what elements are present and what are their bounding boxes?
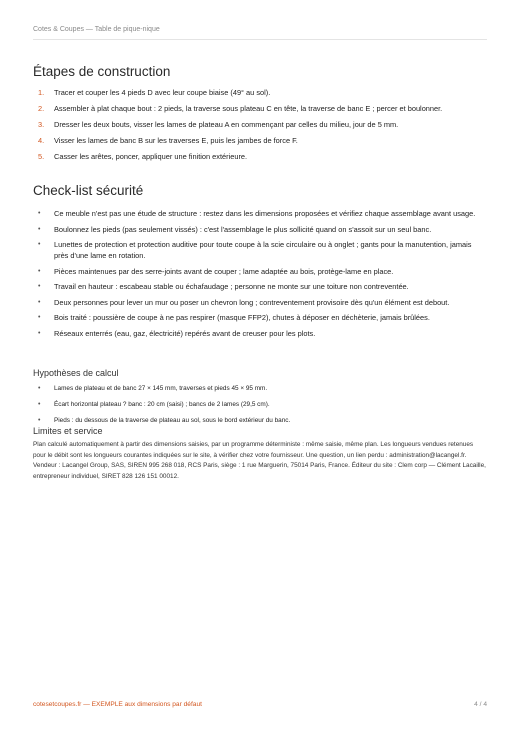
- safety-title: Check-list sécurité: [33, 183, 144, 198]
- calc-title: Hypothèses de calcul: [33, 368, 119, 378]
- footer-site-text: cotesetcoupes.fr — EXEMPLE aux dimensions par défaut: [33, 701, 202, 708]
- limits-title: Limites et service: [33, 426, 103, 436]
- safety-text: Ce meuble n'est pas une étude de structure : restez dans les dimensions proposées et vérifiez chaque assemblage avant usage.: [54, 209, 476, 218]
- safety-text: Réseaux enterrés (eau, gaz, électricité) repérés avant de creuser pour les plots.: [54, 328, 316, 338]
- calc-text: Pieds : du dessous de la traverse de plateau au sol, sous le bord extérieur du banc.: [54, 417, 291, 424]
- calc-text: Écart horizontal plateau ? banc : 20 cm (saisi) ; bancs de 2 lames (29,5 cm).: [54, 401, 270, 408]
- step-item: [33, 87, 487, 98]
- page-number: 4 / 4: [474, 701, 487, 708]
- step-text: Assembler à plat chaque bout : 2 pieds, la traverse sous plateau C en tête, la traverse de banc E ; percer et boulonner.: [54, 104, 443, 113]
- safety-item: [33, 266, 487, 277]
- bullet-icon: •: [38, 267, 41, 275]
- safety-item: [33, 297, 487, 308]
- bullet-icon: •: [38, 225, 41, 233]
- page-header: Cotes & Coupes — Table de pique-nique: [33, 26, 487, 40]
- safety-text: Bois traité : poussière de coupe à ne pas respirer (masque FFP2), chutes à déposer en déchèterie, jamais brûlées.: [54, 313, 430, 322]
- calc-text: Lames de plateau et de banc 27 × 145 mm, traverses et pieds 45 × 95 mm.: [54, 385, 268, 392]
- page-footer: [33, 701, 487, 708]
- calc-item: [33, 416, 487, 425]
- step-item: [33, 119, 487, 130]
- safety-text: Lunettes de protection et protection auditive pour toute coupe à la scie circulaire ou à onglet ; gants pour la manutention, jamais près d'une lame en rotation.: [54, 240, 472, 260]
- safety-item: [33, 208, 487, 219]
- safety-list: [33, 208, 487, 343]
- calc-item: [33, 400, 487, 409]
- bullet-icon: •: [38, 417, 41, 424]
- limits-paragraph: Plan calculé automatiquement à partir des dimensions saisies, par un programme déterministe : même saisie, même plan. Les longueurs vendues retenues pour le débit sont les longueurs courantes indiquées sur le site, à vérifier chez votre fournisseur. Une question, un lien perdu : administration@lacangel.fr. Vendeur : Lacangel Group, SAS, SIREN 995 268 018, RCS Paris, siège : 1 rue Marguerin, 75014 Paris, France. Éditeur du site : Clem corp — Clément Lacaille, entrepreneur individuel, SIRET 828 126 151 00012.: [33, 441, 486, 480]
- steps-title: Étapes de construction: [33, 64, 171, 79]
- step-text: Visser les lames de banc B sur les traverses E, puis les jambes de force F.: [54, 136, 298, 145]
- step-number: 1.: [38, 88, 45, 97]
- safety-item: [33, 239, 487, 261]
- safety-item: [33, 281, 487, 292]
- steps-list: [33, 87, 487, 167]
- step-text: Tracer et couper les 4 pieds D avec leur coupe biaise (49° au sol).: [54, 88, 271, 97]
- bullet-icon: •: [38, 401, 41, 408]
- calc-list: [33, 384, 487, 432]
- step-item: [33, 103, 487, 114]
- bullet-icon: •: [38, 385, 41, 392]
- step-item: [33, 135, 487, 146]
- safety-text: Boulonnez les pieds (pas seulement vissés) : c'est l'assemblage le plus sollicité quand on s'assoit sur un seul banc.: [54, 224, 432, 234]
- step-number: 2.: [38, 104, 45, 113]
- step-number: 4.: [38, 136, 45, 145]
- bullet-icon: •: [38, 283, 41, 290]
- step-text: Casser les arêtes, poncer, appliquer une finition extérieure.: [54, 152, 248, 161]
- bullet-icon: •: [38, 298, 41, 306]
- step-number: 3.: [38, 120, 45, 129]
- safety-text: Deux personnes pour lever un mur ou poser un chevron long ; contreventement provisoire dès qu'un élément est debout.: [54, 297, 450, 307]
- bullet-icon: •: [38, 241, 41, 248]
- step-item: [33, 151, 487, 162]
- safety-item: [33, 224, 487, 235]
- step-text: Dresser les deux bouts, visser les lames de plateau A en commençant par celles du milieu, jour de 5 mm.: [54, 120, 399, 129]
- safety-text: Travail en hauteur : escabeau stable ou échafaudage ; personne ne monte sur une toiture non contreventée.: [54, 282, 409, 291]
- bullet-icon: •: [38, 329, 41, 337]
- safety-item: [33, 328, 487, 339]
- safety-text: Pièces maintenues par des serre-joints avant de couper ; lame adaptée au bois, protège-lame en place.: [54, 266, 394, 276]
- bullet-icon: •: [38, 210, 41, 217]
- calc-item: [33, 384, 487, 393]
- safety-item: [33, 312, 487, 323]
- bullet-icon: •: [38, 314, 41, 321]
- step-number: 5.: [38, 152, 45, 161]
